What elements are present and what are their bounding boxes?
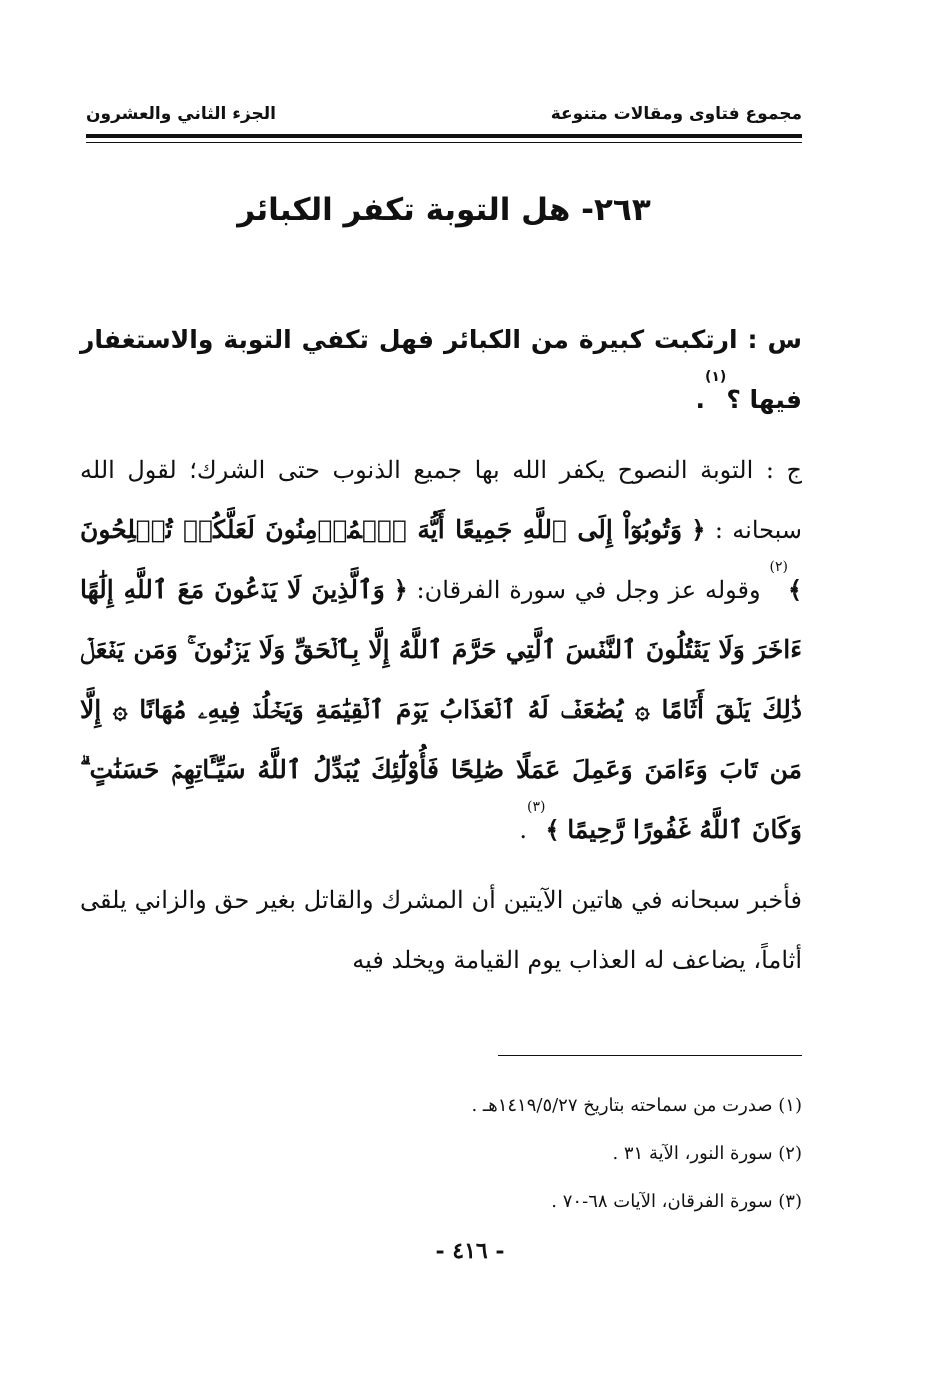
answer-intro: ج : التوبة النصوح يكفر الله بها جميع الذنوب حتى الشرك؛ لقول الله سبحانه : (80, 456, 803, 544)
quote-open: ﴿ (393, 575, 408, 604)
question-text: س : ارتكبت كبيرة من الكبائر فهل تكفي التوبة والاستغفار فيها ؟ (80, 325, 802, 414)
question-paragraph: س : ارتكبت كبيرة من الكبائر فهل تكفي التوبة والاستغفار فيها ؟$^{(١)}$. (80, 325, 802, 414)
book-title: مجموع فتاوى ومقالات متنوعة (550, 104, 802, 124)
footnote-ref-3: (٣) (527, 799, 546, 815)
fatwa-title: ٢٦٣- هل التوبة تكفر الكبائر (237, 192, 651, 228)
answer-mid: وقوله عز وجل في سورة الفرقان: (416, 576, 761, 604)
footnote-3: (٣) سورة الفرقان، الآيات ٦٨-٧٠ . (551, 1191, 802, 1212)
page-number: - ٤١٦ - (435, 1238, 505, 1264)
quran-verse-1: وَتُوبُوٓاْ إِلَى ٱللَّهِ جَمِيعًا أَيُّهَ ٱلۡمُؤۡمِنُونَ لَعَلَّكُمۡ تُفۡلِحُونَ (80, 515, 683, 544)
quote-open: ﴿ (691, 515, 706, 544)
running-header (86, 92, 802, 124)
header-rule-thin (86, 142, 802, 143)
footnotes (86, 1082, 802, 1226)
footnote-2: (٢) سورة النور، الآية ٣١ . (612, 1143, 802, 1164)
header-rule-thick (86, 134, 802, 138)
footnote-ref-1: (١) (704, 369, 727, 385)
answer-paragraph: ج : التوبة النصوح يكفر الله بها جميع الذنوب حتى الشرك؛ لقول الله سبحانه : ﴿ وَتُوبُوٓاْ إِلَى ٱللَّهِ جَمِيعًا أَيُّهَ ٱلۡمُؤۡمِنُونَ لَعَلَّكُمۡ تُفۡلِحُونَ ﴾$^{(٢)}$ وقوله عز وجل في سورة الفرقان: ﴿ وَٱلَّذِينَ لَا يَدۡعُونَ مَعَ ٱللَّهِ إِلَٰهًا ءَاخَرَ وَلَا يَقۡتُلُونَ ٱلنَّفۡسَ ٱلَّتِي حَرَّمَ ٱللَّهُ إِلَّا بِٱلۡحَقِّ وَلَا يَزۡنُونَ ۚ وَمَن يَفۡعَلۡ ذَٰلِكَ يَلۡقَ أَثَامًا ۞ يُضَٰعَفۡ لَهُ ٱلۡعَذَابُ يَوۡمَ ٱلۡقِيَٰمَةِ وَيَخۡلُدۡ فِيهِۦ مُهَانًا ۞ إِلَّا مَن تَابَ وَءَامَنَ وَعَمِلَ عَمَلًا صَٰلِحًا فَأُوْلَٰٓئِكَ يُبَدِّلُ ٱللَّهُ سَيِّـَٔاتِهِمۡ حَسَنَٰتٍ ۗ وَكَانَ ٱللَّهُ غَفُورًا رَّحِيمًا ﴾$^{(٣)}$. (80, 456, 803, 844)
quran-verse-2: وَٱلَّذِينَ لَا يَدۡعُونَ مَعَ ٱللَّهِ إِلَٰهًا ءَاخَرَ وَلَا يَقۡتُلُونَ ٱلنَّفۡسَ ٱلَّتِي حَرَّمَ ٱللَّهُ إِلَّا بِٱلۡحَقِّ وَلَا يَزۡنُونَ ۚ وَمَن يَفۡعَلۡ ذَٰلِكَ يَلۡقَ أَثَامًا ۞ يُضَٰعَفۡ لَهُ ٱلۡعَذَابُ يَوۡمَ ٱلۡقِيَٰمَةِ وَيَخۡلُدۡ فِيهِۦ مُهَانًا ۞ إِلَّا مَن تَابَ وَءَامَنَ وَعَمِلَ عَمَلًا صَٰلِحًا فَأُوْلَٰٓئِكَ يُبَدِّلُ ٱللَّهُ سَيِّـَٔاتِهِمۡ حَسَنَٰتٍ ۗ وَكَانَ ٱللَّهُ غَفُورًا رَّحِيمًا (80, 575, 802, 844)
explanation-paragraph: فأخبر سبحانه في هاتين الآيتين أن المشرك والقاتل بغير حق والزاني يلقى أثاماً، يضاعف له العذاب يوم القيامة ويخلد فيه (80, 886, 802, 974)
footnote-separator (498, 1055, 802, 1056)
volume-label: الجزء الثاني والعشرون (86, 104, 277, 124)
quote-close: ﴾ (787, 575, 802, 604)
quote-close: ﴾ (545, 815, 560, 844)
footnote-ref-2: (٢) (769, 559, 788, 575)
body-text (80, 310, 802, 990)
footnote-1: (١) صدرت من سماحته بتاريخ ١٤١٩/٥/٢٧هـ . (471, 1095, 802, 1116)
